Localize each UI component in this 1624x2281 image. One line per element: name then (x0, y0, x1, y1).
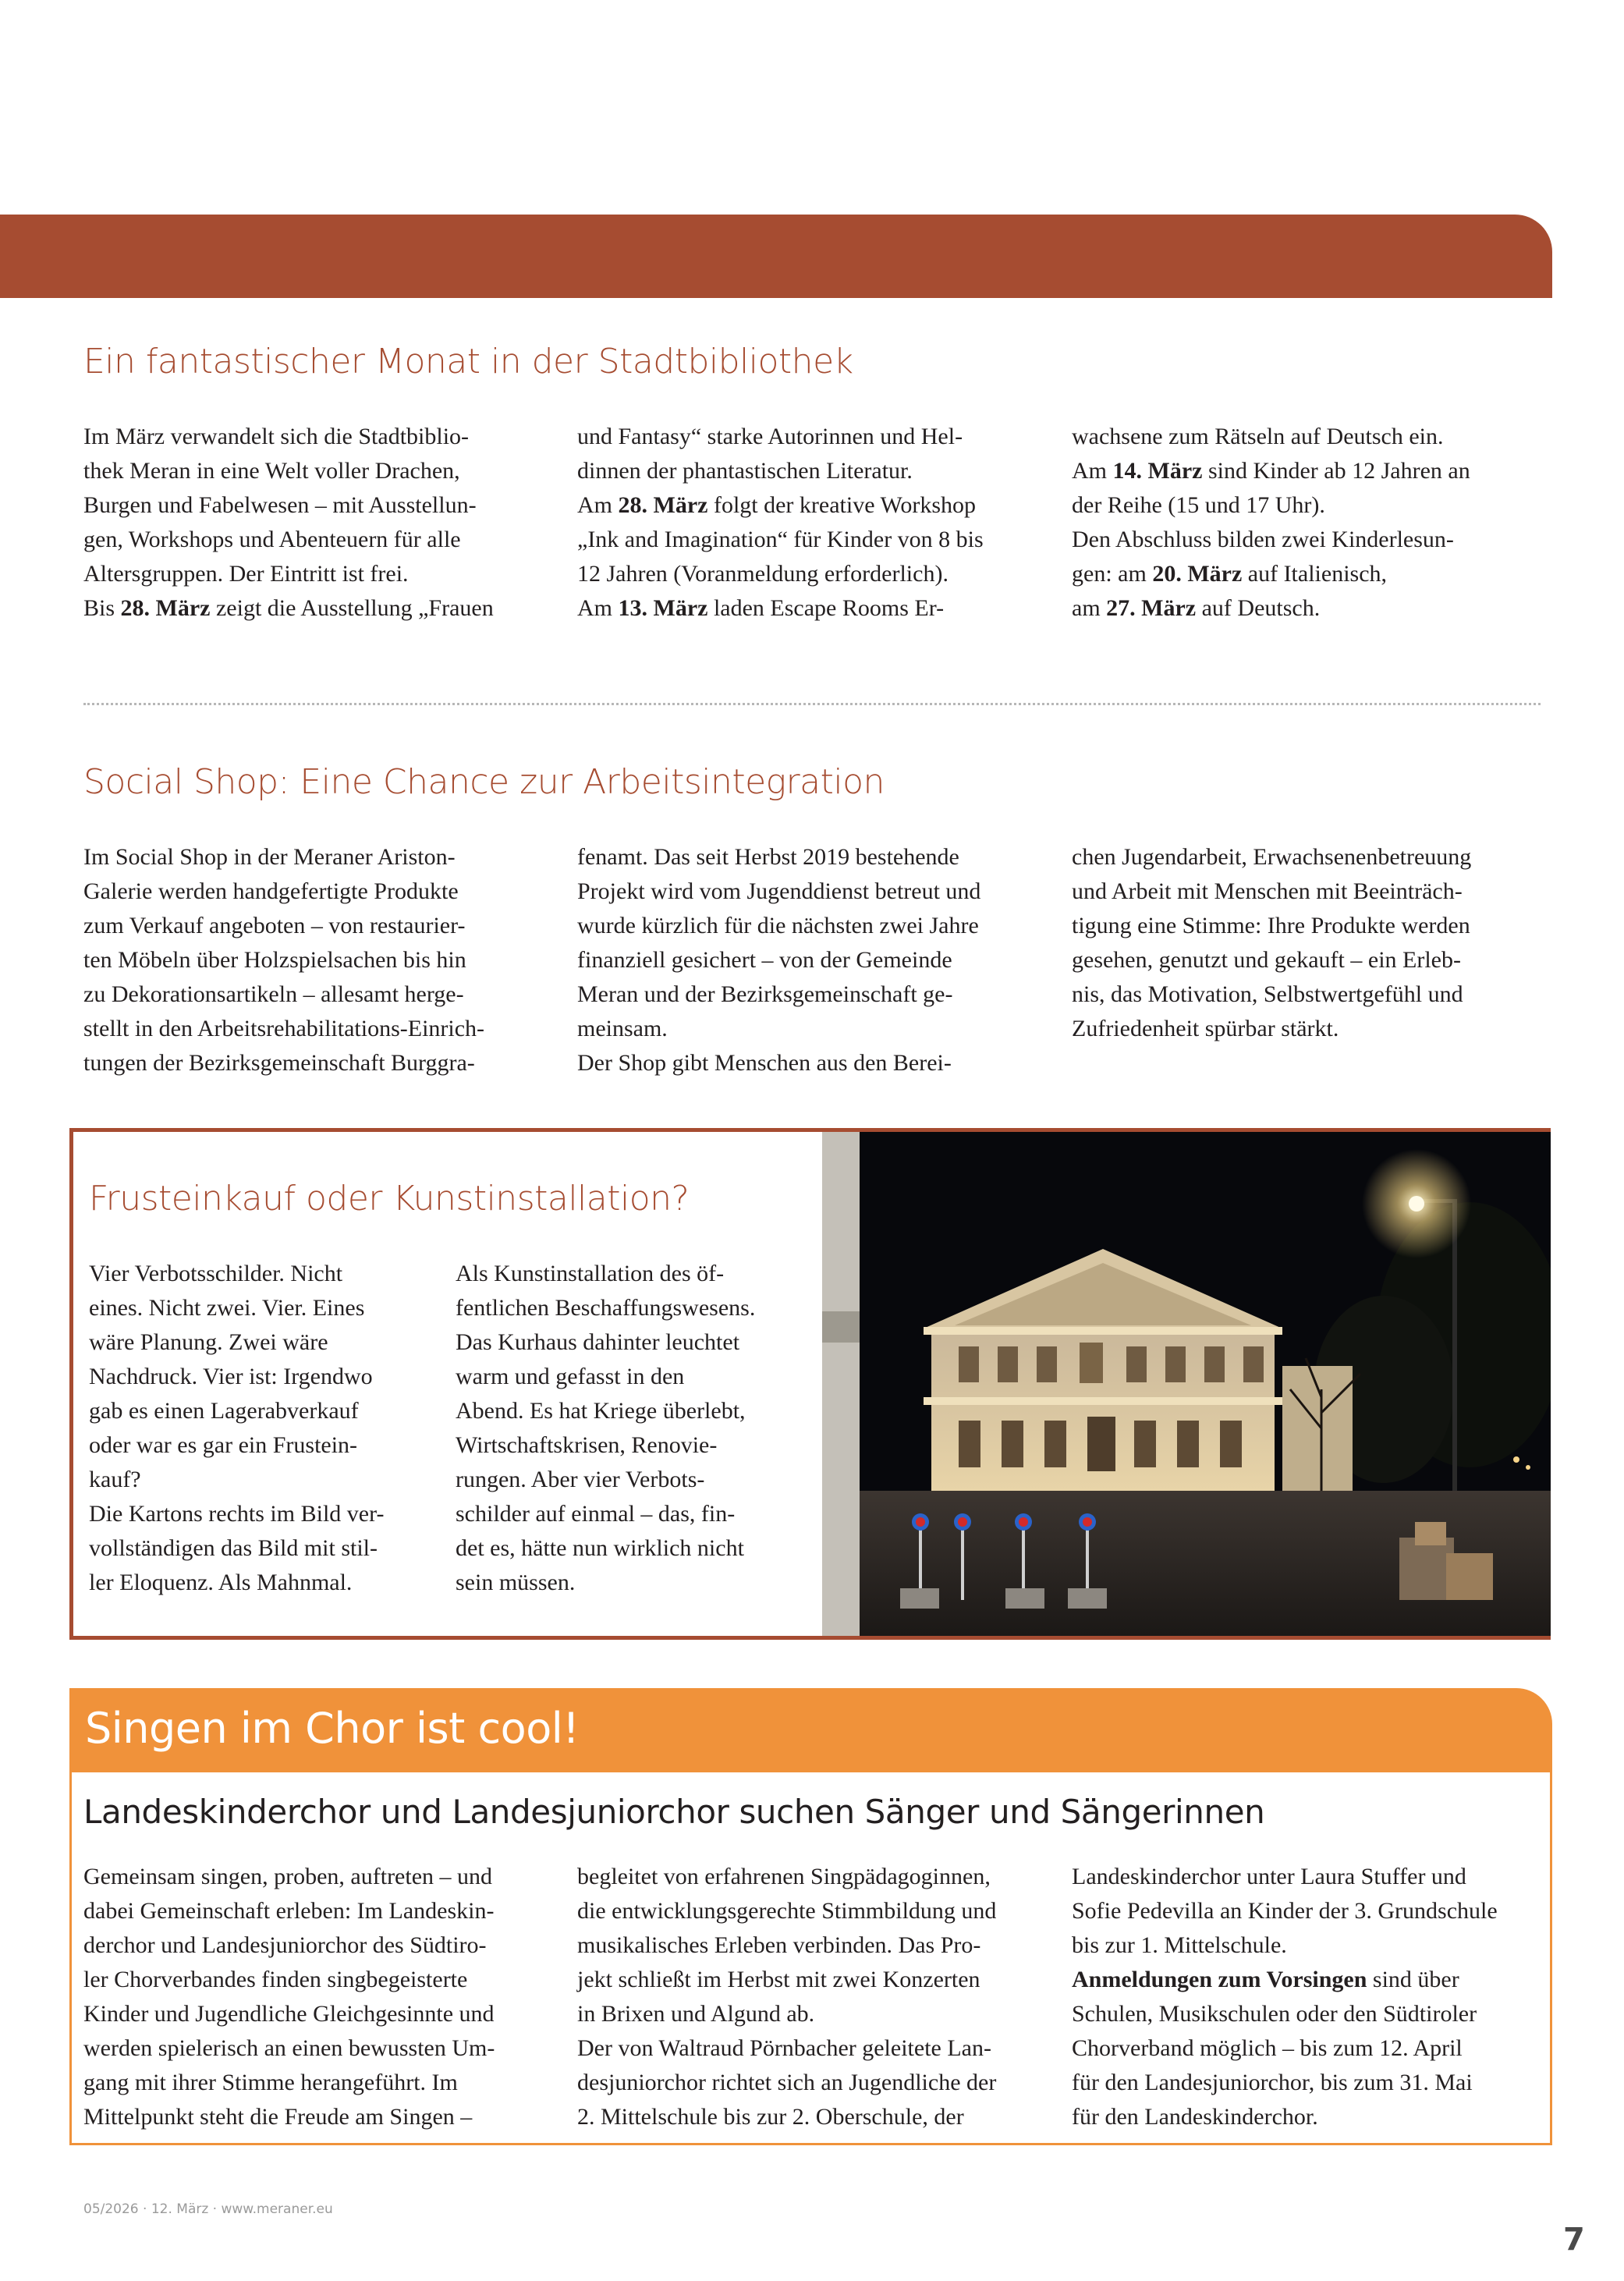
text-line: thek Meran in eine Welt voller Drachen, (83, 458, 460, 484)
text-run: auf Italienisch, (1242, 561, 1388, 587)
article-column (89, 1257, 401, 1600)
text-line: dabei Gemeinschaft erleben: Im Landeskin- (83, 1898, 495, 1924)
article-column (1072, 840, 1540, 1046)
text-run: am (1072, 595, 1107, 621)
date-highlight: 14. März (1112, 458, 1203, 484)
text-line: Die Kartons rechts im Bild ver- (89, 1501, 385, 1527)
text-line: Der von Waltraud Pörnbacher geleitete Lan- (577, 2035, 991, 2061)
text-line: Wirtschaftskrisen, Renovie- (456, 1432, 718, 1458)
text-run: gen: am (1072, 561, 1153, 587)
text-line: Das Kurhaus dahinter leuchtet (456, 1329, 740, 1355)
registration-highlight: Anmeldungen zum Vorsingen (1072, 1967, 1367, 1992)
article-column (577, 420, 1045, 626)
text-line: nis, das Motivation, Selbstwertgefühl und (1072, 981, 1463, 1007)
text-line: Gemeinsam singen, proben, auftreten – und (83, 1864, 493, 1889)
text-line: stellt in den Arbeitsrehabilitations-Einrich- (83, 1016, 485, 1041)
text-line: Im Social Shop in der Meraner Ariston- (83, 844, 456, 870)
text-line: Altersgruppen. Der Eintritt ist frei. (83, 561, 409, 587)
text-line: der Reihe (15 und 17 Uhr). (1072, 492, 1325, 518)
article-title-social-shop: Social Shop: Eine Chance zur Arbeitsintegration (83, 762, 885, 802)
chor-subtitle: Landeskinderchor und Landesjuniorchor suchen Sänger und Sängerinnen (83, 1793, 1265, 1831)
kurhaus-night-photo (822, 1132, 1551, 1636)
article-title-stadtbibliothek: Ein fantastischer Monat in der Stadtbibliothek (83, 342, 853, 381)
text-line: sein müssen. (456, 1570, 576, 1595)
text-line: ler Eloquenz. Als Mahnmal. (89, 1570, 353, 1595)
text-run: zeigt die Ausstellung „Frauen (210, 595, 494, 621)
article-column (1072, 1860, 1540, 2134)
article-column (1072, 420, 1540, 626)
text-line: für den Landeskinderchor. (1072, 2104, 1318, 2130)
text-run: Am (1072, 458, 1113, 484)
text-line: vollständigen das Bild mit stil- (89, 1535, 378, 1561)
text-line: Burgen und Fabelwesen – mit Ausstellun- (83, 492, 477, 518)
text-run: Am (577, 595, 619, 621)
text-line: kauf? (89, 1467, 141, 1492)
text-line: det es, hätte nun wirklich nicht (456, 1535, 744, 1561)
text-line (1072, 1963, 1540, 1997)
text-run: Am (577, 492, 619, 518)
text-line: Abend. Es hat Kriege überlebt, (456, 1398, 746, 1424)
text-line: Projekt wird vom Jugenddienst betreut und (577, 878, 981, 904)
article-column (577, 1860, 1045, 2134)
text-run: laden Escape Rooms Er- (707, 595, 945, 621)
text-line: Nachdruck. Vier ist: Irgendwo (89, 1364, 373, 1389)
text-line: Zufriedenheit spürbar stärkt. (1072, 1016, 1339, 1041)
text-line: für den Landesjuniorchor, bis zum 31. Mai (1072, 2070, 1473, 2095)
page-footer: 05/2026 · 12. März · www.meraner.eu (83, 2201, 333, 2217)
text-line: 12 Jahren (Voranmeldung erforderlich). (577, 561, 949, 587)
text-line: in Brixen und Algund ab. (577, 2001, 815, 2027)
text-run: folgt der kreative Workshop (707, 492, 977, 518)
text-line: jekt schließt im Herbst mit zwei Konzerten (577, 1967, 980, 1992)
text-line (577, 591, 1045, 626)
text-line: oder war es gar ein Frustein- (89, 1432, 358, 1458)
text-line: finanziell gesichert – von der Gemeinde (577, 947, 952, 973)
article-column (83, 420, 551, 626)
date-highlight: 28. März (120, 595, 211, 621)
text-line: 2. Mittelschule bis zur 2. Oberschule, der (577, 2104, 964, 2130)
text-line: gen, Workshops und Abenteuern für alle (83, 527, 461, 552)
text-line: „Ink and Imagination“ für Kinder von 8 bis (577, 527, 984, 552)
text-line (577, 488, 1045, 523)
text-line: fenamt. Das seit Herbst 2019 bestehende (577, 844, 959, 870)
text-line: Im März verwandelt sich die Stadtbiblio- (83, 424, 470, 449)
text-line: und Arbeit mit Menschen mit Beeinträch- (1072, 878, 1463, 904)
text-line: ler Chorverbandes finden singbegeisterte (83, 1967, 468, 1992)
text-line: bis zur 1. Mittelschule. (1072, 1932, 1287, 1958)
text-line: Kinder und Jugendliche Gleichgesinnte und (83, 2001, 495, 2027)
text-line: Galerie werden handgefertigte Produkte (83, 878, 459, 904)
article-title-frusteinkauf: Frusteinkauf oder Kunstinstallation? (89, 1179, 690, 1219)
text-line: Der Shop gibt Menschen aus den Berei- (577, 1050, 952, 1076)
chor-headline: Singen im Chor ist cool! (85, 1704, 580, 1753)
text-line: meinsam. (577, 1016, 668, 1041)
text-line: werden spielerisch an einen bewussten Um- (83, 2035, 495, 2061)
text-line: wäre Planung. Zwei wäre (89, 1329, 328, 1355)
article-column (83, 1860, 551, 2134)
text-line: Landeskinderchor unter Laura Stuffer und (1072, 1864, 1466, 1889)
text-run: sind über (1367, 1967, 1459, 1992)
article-column (456, 1257, 768, 1600)
text-line: und Fantasy“ starke Autorinnen und Hel- (577, 424, 963, 449)
text-line (1072, 557, 1540, 591)
text-line: tigung eine Stimme: Ihre Produkte werden (1072, 913, 1470, 938)
text-line: Schulen, Musikschulen oder den Südtiroler (1072, 2001, 1477, 2027)
text-line: Meran und der Bezirksgemeinschaft ge- (577, 981, 953, 1007)
text-line: gang mit ihrer Stimme herangeführt. Im (83, 2070, 458, 2095)
date-highlight: 13. März (618, 595, 708, 621)
text-line: schilder auf einmal – das, fin- (456, 1501, 736, 1527)
date-highlight: 27. März (1106, 595, 1197, 621)
text-line: ten Möbeln über Holzspielsachen bis hin (83, 947, 466, 973)
text-run: Bis (83, 595, 121, 621)
text-line: Als Kunstinstallation des öf- (456, 1261, 725, 1286)
text-line: derchor und Landesjuniorchor des Südtiro- (83, 1932, 487, 1958)
text-line: dinnen der phantastischen Literatur. (577, 458, 913, 484)
frusteinkauf-box (69, 1128, 1551, 1640)
text-line: desjuniorchor richtet sich an Jugendliche der (577, 2070, 997, 2095)
photo-illustration (822, 1132, 1551, 1636)
text-line: wachsene zum Rätseln auf Deutsch ein. (1072, 424, 1444, 449)
text-line: rungen. Aber vier Verbots- (456, 1467, 705, 1492)
text-line: Sofie Pedevilla an Kinder der 3. Grundschule (1072, 1898, 1498, 1924)
text-line: eines. Nicht zwei. Vier. Eines (89, 1295, 365, 1321)
text-line: wurde kürzlich für die nächsten zwei Jahre (577, 913, 979, 938)
text-line: fentlichen Beschaffungswesens. (456, 1295, 756, 1321)
text-line: musikalisches Erleben verbinden. Das Pro- (577, 1932, 981, 1958)
text-line (1072, 591, 1540, 626)
date-highlight: 20. März (1152, 561, 1243, 587)
text-line: gab es einen Lagerabverkauf (89, 1398, 359, 1424)
text-line (1072, 454, 1540, 488)
page-number: 7 (1563, 2222, 1585, 2258)
text-run: sind Kinder ab 12 Jahren an (1202, 458, 1470, 484)
article-column (577, 840, 1045, 1080)
text-line: zum Verkauf angeboten – von restaurier- (83, 913, 466, 938)
text-line: Chorverband möglich – bis zum 12. April (1072, 2035, 1463, 2061)
text-line: chen Jugendarbeit, Erwachsenenbetreuung (1072, 844, 1472, 870)
text-line: Mittelpunkt steht die Freude am Singen – (83, 2104, 473, 2130)
text-line: Den Abschluss bilden zwei Kinderlesun- (1072, 527, 1454, 552)
text-run: auf Deutsch. (1196, 595, 1321, 621)
text-line: warm und gefasst in den (456, 1364, 685, 1389)
text-line: die entwicklungsgerechte Stimmbildung und (577, 1898, 997, 1924)
chor-header-banner (69, 1688, 1552, 1772)
text-line: tungen der Bezirksgemeinschaft Burggra- (83, 1050, 475, 1076)
text-line: Vier Verbotsschilder. Nicht (89, 1261, 343, 1286)
text-line (83, 591, 551, 626)
top-banner (0, 215, 1552, 298)
section-divider (83, 703, 1541, 705)
text-line: gesehen, genutzt und gekauft – ein Erleb- (1072, 947, 1461, 973)
article-column (83, 840, 551, 1080)
text-line: zu Dekorationsartikeln – allesamt herge- (83, 981, 464, 1007)
text-line: begleitet von erfahrenen Singpädagoginnen, (577, 1864, 991, 1889)
date-highlight: 28. März (618, 492, 708, 518)
